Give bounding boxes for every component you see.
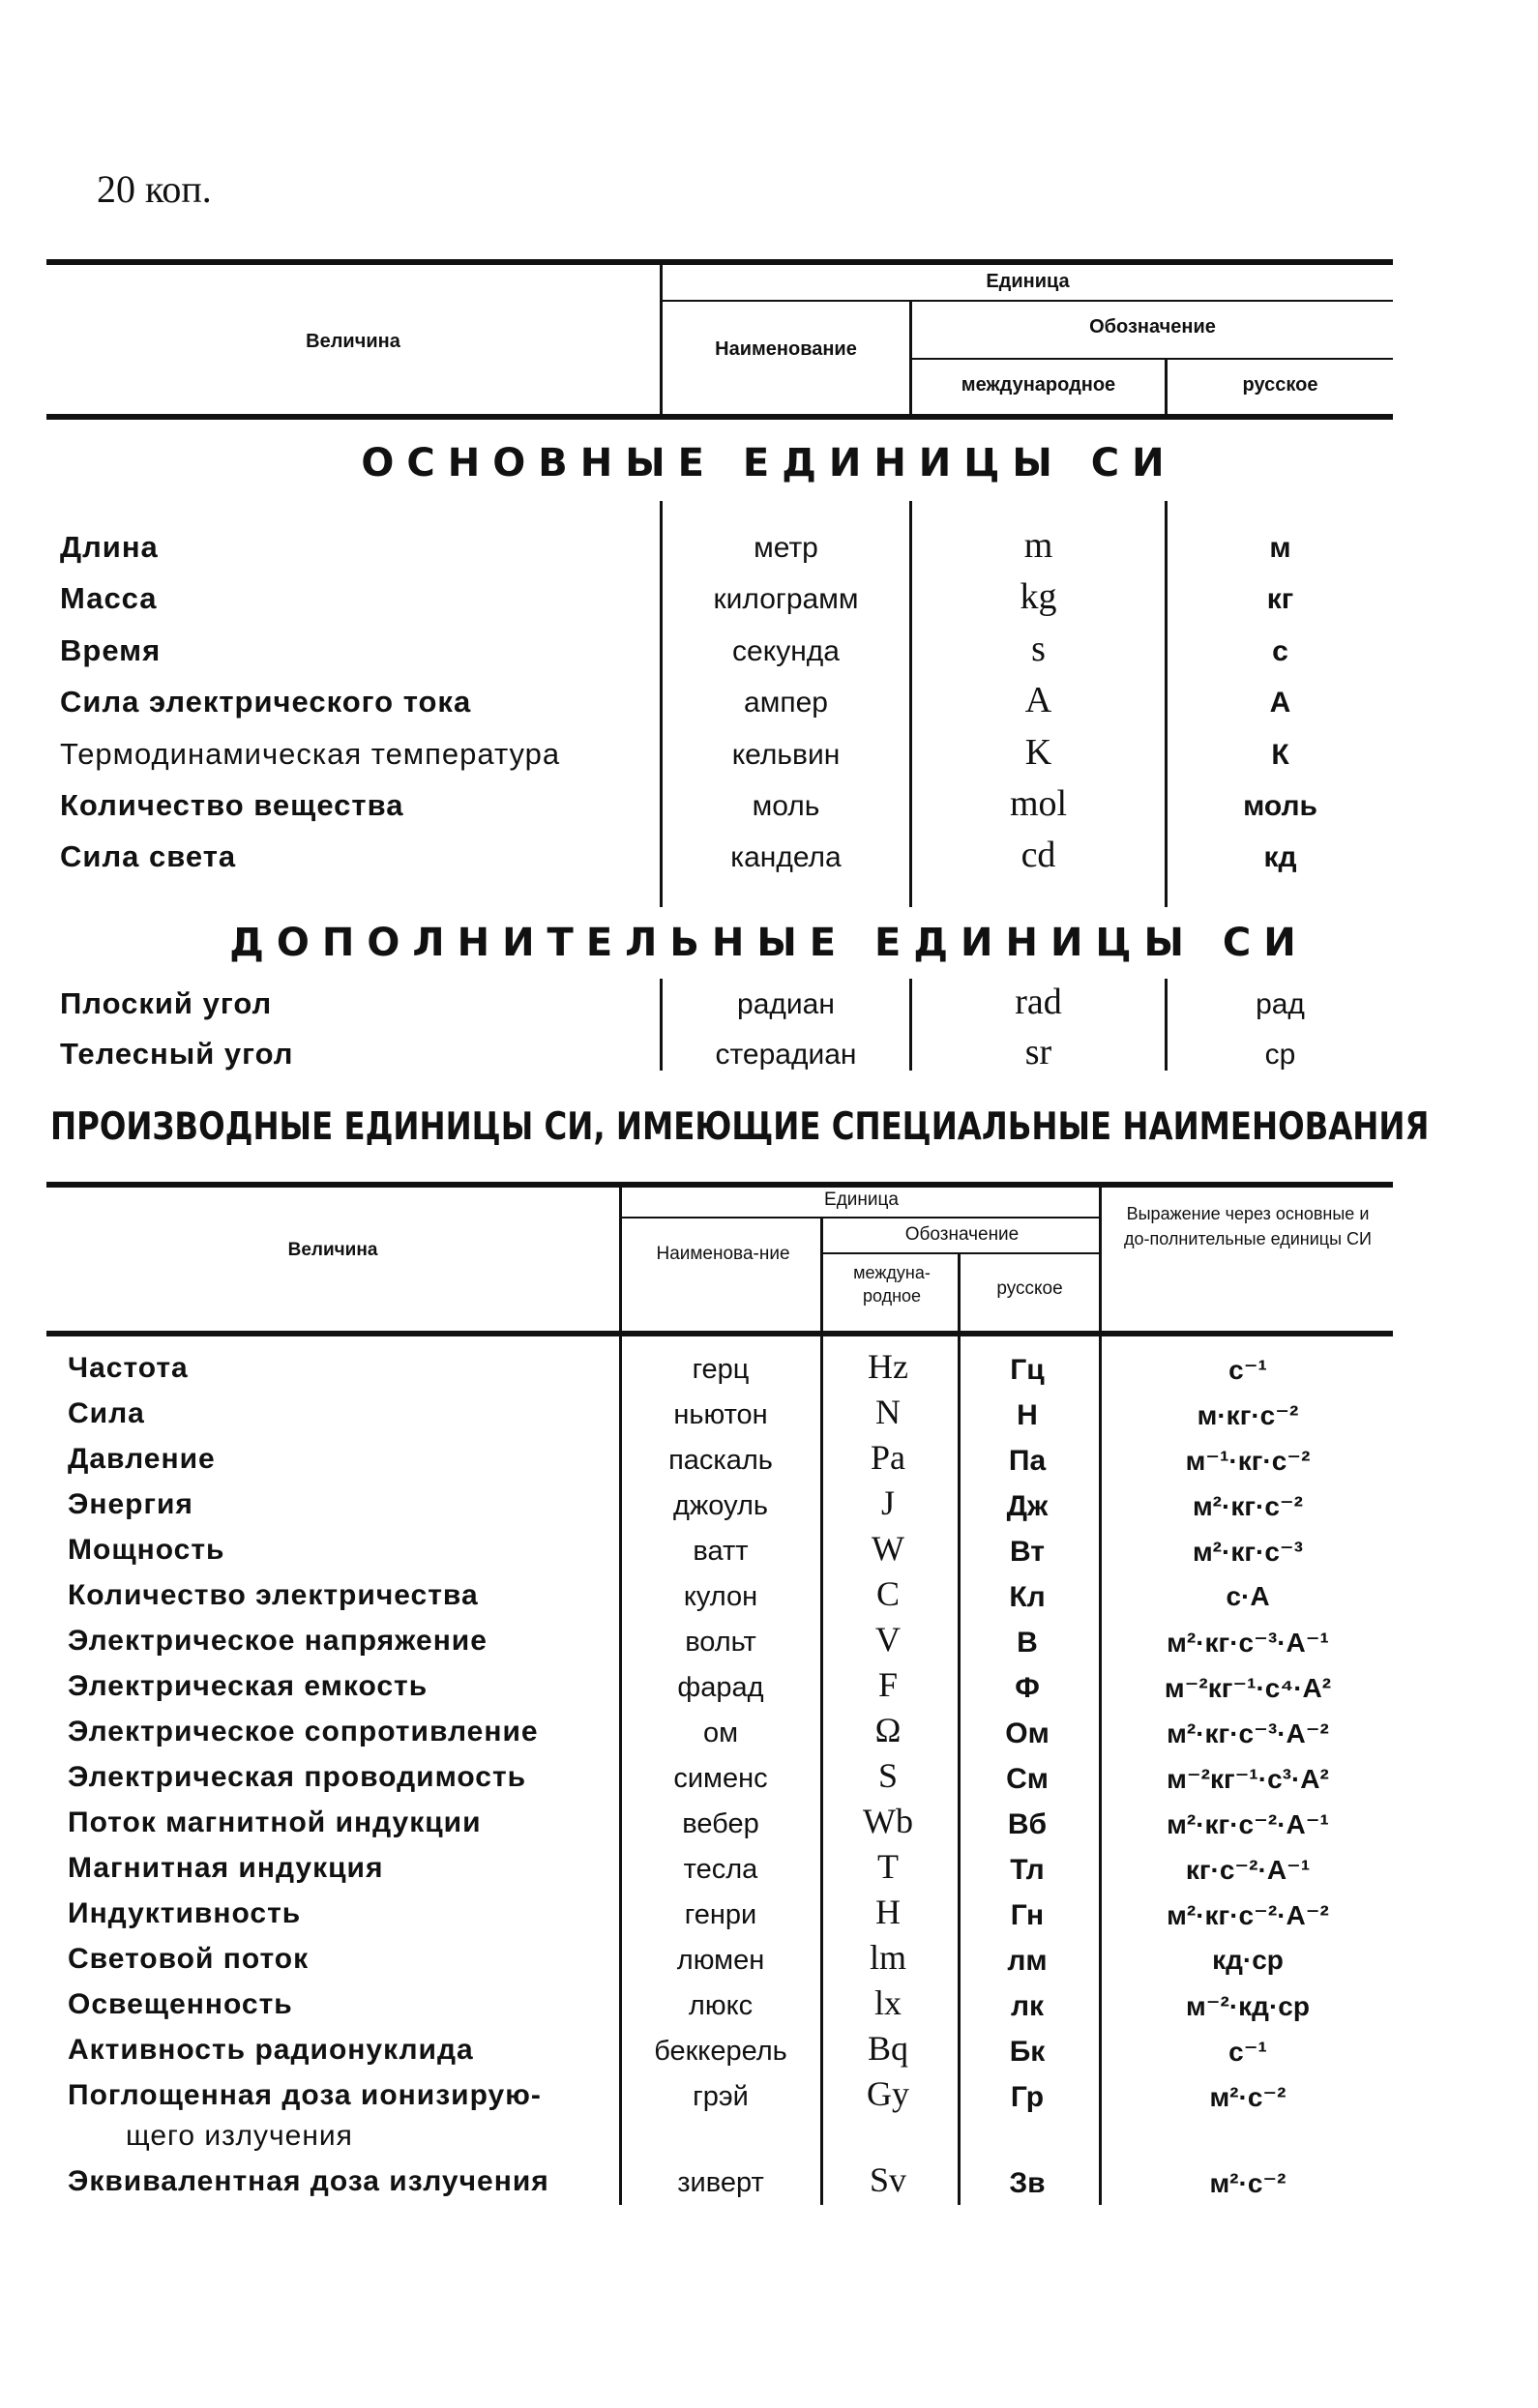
intl-symbol: m	[1023, 525, 1053, 566]
header-rule	[663, 300, 1393, 302]
expression: м²·кг·с⁻³	[1192, 1537, 1304, 1567]
unit-name: ньютон	[673, 1399, 768, 1430]
intl-symbol: C	[875, 1574, 900, 1613]
intl-symbol: Sv	[869, 2160, 907, 2199]
header-top-rule	[46, 259, 1393, 265]
header-top-rule	[46, 1182, 1393, 1188]
expression: м²·кг·с⁻²·А⁻²	[1167, 1900, 1329, 1930]
unit-name: килограмм	[713, 583, 859, 615]
header2-expression: Выражение через основные и до-полнительные единицы СИ	[1124, 1204, 1372, 1248]
quantity-label: Плоский угол	[60, 986, 273, 1020]
quantity-label: Поток магнитной индукции	[68, 1806, 482, 1838]
ru-symbol: Гр	[1010, 2081, 1045, 2113]
intl-symbol: Ω	[874, 1711, 902, 1749]
intl-symbol: H	[875, 1893, 901, 1931]
ru-symbol: лк	[1010, 1990, 1045, 2022]
unit-name: радиан	[737, 988, 835, 1020]
intl-symbol: kg	[1020, 576, 1057, 617]
header2-designation: Обозначение	[904, 1224, 1020, 1245]
quantity-label: Поглощенная доза ионизирую-	[68, 2079, 542, 2111]
intl-symbol: Wb	[863, 1802, 913, 1840]
ru-symbol: Н	[1017, 1399, 1038, 1431]
intl-symbol: J	[880, 1483, 895, 1522]
quantity-label: Электрическая емкость	[68, 1670, 429, 1702]
quantity-label: Индуктивность	[68, 1897, 302, 1929]
ru-symbol: рад	[1256, 988, 1305, 1020]
ru-symbol: Вб	[1007, 1808, 1048, 1840]
price-label: 20 коп.	[97, 167, 212, 211]
intl-symbol: A	[1024, 680, 1052, 720]
ru-symbol: В	[1017, 1627, 1038, 1659]
section-title-base: ОСНОВНЫЕ ЕДИНИЦЫ СИ	[361, 441, 1177, 485]
column-divider	[1099, 1336, 1102, 2205]
unit-name: кандела	[730, 841, 842, 873]
ru-symbol: К	[1271, 739, 1289, 771]
expression: с⁻¹	[1228, 2037, 1267, 2067]
section-title-supplementary: ДОПОЛНИТЕЛЬНЫЕ ЕДИНИЦЫ СИ	[229, 921, 1309, 965]
intl-symbol: K	[1024, 732, 1052, 773]
expression: м⁻²кг⁻¹·с⁴·А²	[1164, 1673, 1332, 1703]
intl-symbol: T	[877, 1847, 899, 1886]
unit-name: ампер	[744, 687, 828, 719]
expression: м⁻²кг⁻¹·с³·А²	[1167, 1764, 1329, 1794]
intl-symbol: s	[1031, 629, 1046, 669]
unit-name: метр	[754, 532, 818, 564]
quantity-label: Сила	[68, 1397, 145, 1429]
unit-name: генри	[684, 1899, 757, 1930]
intl-symbol: V	[875, 1620, 901, 1659]
quantity-label: Масса	[60, 581, 158, 615]
intl-symbol: N	[875, 1393, 901, 1431]
header-international: международное	[961, 374, 1116, 396]
expression: м²·кг·с⁻³·А⁻²	[1167, 1718, 1329, 1748]
header-unit: Единица	[986, 271, 1070, 292]
ru-symbol: Гц	[1010, 1354, 1045, 1386]
unit-name: паскаль	[668, 1445, 773, 1476]
header-rule	[823, 1252, 1101, 1254]
quantity-label: Время	[60, 633, 162, 667]
intl-symbol: mol	[1009, 783, 1068, 824]
quantity-label: Магнитная индукция	[68, 1852, 384, 1884]
ru-symbol: моль	[1243, 790, 1317, 822]
expression: м²·с⁻²	[1209, 2168, 1287, 2198]
quantity-label: Давление	[68, 1443, 216, 1475]
unit-name: фарад	[677, 1672, 764, 1703]
intl-symbol: Pa	[871, 1438, 905, 1477]
header-name: Наименование	[715, 338, 857, 360]
intl-symbol: S	[877, 1756, 899, 1795]
quantity-label: Световой поток	[68, 1943, 310, 1975]
quantity-label: Частота	[68, 1352, 189, 1384]
unit-name: герц	[692, 1354, 750, 1385]
ru-symbol: кд	[1263, 841, 1297, 873]
unit-name: ом	[702, 1718, 739, 1748]
intl-symbol: Gy	[867, 2074, 909, 2113]
unit-name: стерадиан	[715, 1039, 857, 1071]
ru-symbol: Дж	[1006, 1490, 1049, 1522]
intl-symbol: F	[877, 1665, 899, 1704]
ru-symbol: Гн	[1010, 1899, 1045, 1931]
expression: м²·кг·с⁻²	[1192, 1491, 1304, 1521]
header-designation: Обозначение	[1089, 316, 1216, 338]
header-bottom-rule	[46, 414, 1393, 420]
ru-symbol: с	[1272, 635, 1288, 667]
ru-symbol: Бк	[1009, 2036, 1046, 2068]
header2-name: Наименова-ние	[656, 1244, 790, 1264]
intl-symbol: sr	[1024, 1032, 1052, 1072]
ru-symbol: Кл	[1009, 1581, 1046, 1613]
quantity-label: Сила электрического тока	[60, 685, 472, 719]
quantity-label: Электрическая проводимость	[68, 1761, 527, 1793]
ru-symbol: м	[1269, 532, 1291, 564]
ru-symbol: Вт	[1010, 1536, 1045, 1568]
quantity-label: Электрическое сопротивление	[68, 1716, 539, 1747]
expression: кд·ср	[1212, 1945, 1284, 1975]
unit-name: кельвин	[731, 739, 841, 771]
expression: м⁻¹·кг·с⁻²	[1185, 1446, 1311, 1476]
quantity-label: Телесный угол	[60, 1037, 294, 1071]
expression: с·А	[1226, 1581, 1270, 1611]
quantity-label-continued: щего излучения	[126, 2120, 353, 2152]
ru-symbol: Ом	[1005, 1718, 1050, 1749]
ru-symbol: Зв	[1009, 2167, 1046, 2199]
header2-international: междуна-родное	[853, 1263, 931, 1306]
unit-name: ватт	[693, 1536, 749, 1567]
intl-symbol: Hz	[868, 1347, 908, 1386]
intl-symbol: cd	[1020, 835, 1056, 875]
expression: с⁻¹	[1228, 1355, 1267, 1385]
quantity-label: Электрическое напряжение	[68, 1625, 488, 1657]
unit-name: люмен	[676, 1945, 765, 1976]
quantity-label: Длина	[60, 530, 159, 564]
unit-name: сименс	[673, 1763, 768, 1794]
quantity-label: Освещенность	[68, 1988, 293, 2020]
quantity-label: Энергия	[68, 1488, 193, 1520]
quantity-label: Сила света	[60, 839, 237, 873]
quantity-label: Количество вещества	[60, 788, 404, 822]
ru-symbol: См	[1006, 1763, 1049, 1795]
quantity-label: Мощность	[68, 1534, 225, 1566]
intl-symbol: Bq	[867, 2029, 908, 2068]
ru-symbol: ср	[1264, 1039, 1296, 1071]
unit-name: кулон	[683, 1581, 758, 1612]
header-russian: русское	[1242, 374, 1318, 396]
expression: м⁻²·кд·ср	[1186, 1991, 1310, 2021]
unit-name: зиверт	[677, 2167, 764, 2198]
unit-name: джоуль	[672, 1490, 769, 1521]
ru-symbol: кг	[1266, 583, 1294, 615]
unit-name: моль	[752, 790, 820, 822]
ru-symbol: Тл	[1010, 1854, 1045, 1886]
unit-name: люкс	[688, 1990, 754, 2021]
unit-name: беккерель	[654, 2036, 787, 2067]
quantity-label: Количество электричества	[68, 1579, 479, 1611]
unit-name: грэй	[693, 2081, 749, 2112]
intl-symbol: lx	[873, 1983, 902, 2022]
intl-symbol: rad	[1015, 982, 1062, 1022]
unit-name: вебер	[682, 1808, 759, 1839]
header-rule	[622, 1217, 1101, 1219]
ru-symbol: Ф	[1015, 1672, 1040, 1704]
header-rule	[912, 358, 1393, 360]
section-title-derived: ПРОИЗВОДНЫЕ ЕДИНИЦЫ СИ, ИМЕЮЩИЕ СПЕЦИАЛЬНЫЕ НАИМЕНОВАНИЯ	[50, 1105, 1430, 1149]
expression: м²·с⁻²	[1209, 2082, 1287, 2112]
expression: кг·с⁻²·А⁻¹	[1185, 1855, 1311, 1885]
ru-symbol: Па	[1008, 1445, 1047, 1477]
intl-symbol: lm	[869, 1938, 906, 1977]
intl-symbol: W	[872, 1529, 904, 1568]
unit-name: тесла	[683, 1854, 758, 1885]
quantity-label: Термодинамическая температура	[60, 737, 561, 771]
ru-symbol: лм	[1007, 1945, 1048, 1977]
header2-unit: Единица	[824, 1189, 899, 1210]
unit-name: вольт	[685, 1627, 756, 1658]
unit-name: секунда	[732, 635, 840, 667]
ru-symbol: А	[1269, 687, 1291, 719]
expression: м²·кг·с⁻²·А⁻¹	[1167, 1809, 1329, 1839]
header2-quantity: Величина	[287, 1240, 378, 1260]
header-quantity: Величина	[306, 331, 400, 352]
header2-russian: русское	[996, 1278, 1063, 1299]
quantity-label: Активность радионуклида	[68, 2034, 474, 2066]
quantity-label: Эквивалентная доза излучения	[68, 2165, 549, 2197]
expression: м²·кг·с⁻³·А⁻¹	[1167, 1628, 1329, 1658]
header-bottom-rule	[46, 1331, 1393, 1336]
expression: м·кг·с⁻²	[1197, 1400, 1299, 1430]
